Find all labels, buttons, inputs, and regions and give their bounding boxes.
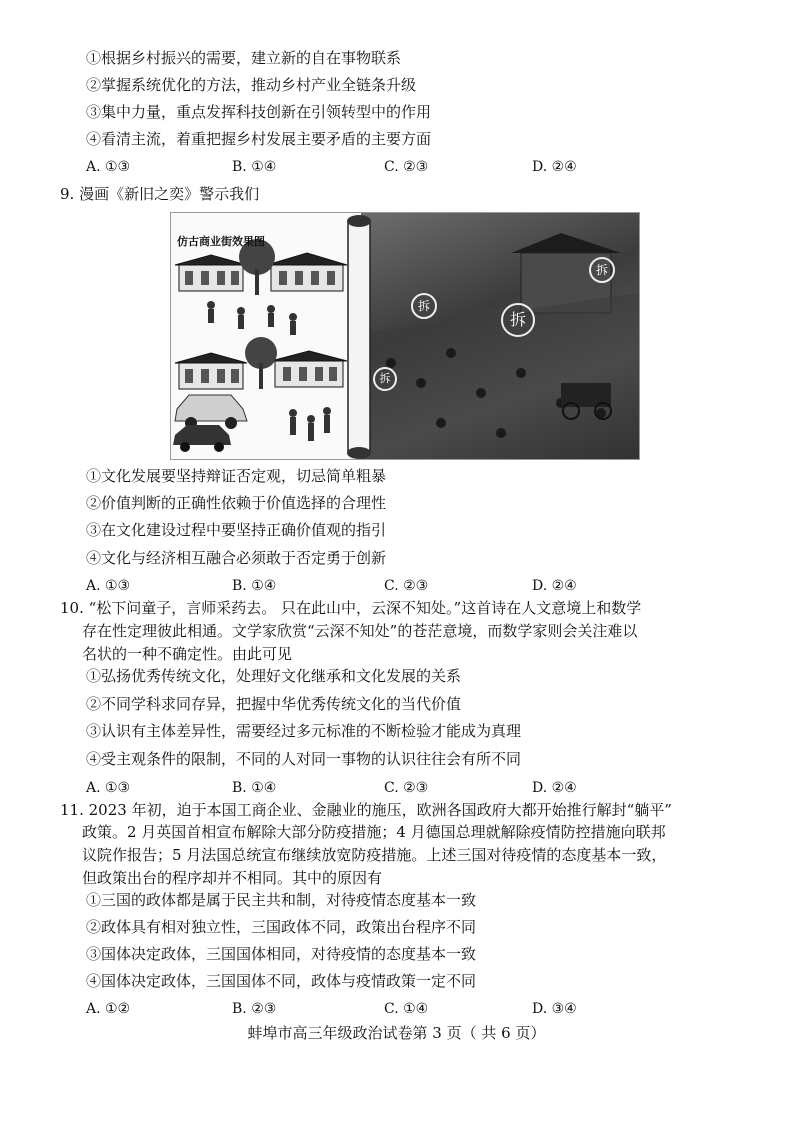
q9-option-4: ④文化与经济相互融合必须敢于否定勇于创新 <box>86 549 387 567</box>
old-painting-drawing <box>361 213 639 459</box>
q10-choice-c: C. ②③ <box>384 780 429 796</box>
q10-option-3: ③认识有主体差异性，需要经过多元标准的不断检验才能成为真理 <box>86 722 522 740</box>
q11-option-1: ①三国的政体都是属于民主共和制，对待疫情态度基本一致 <box>86 891 477 909</box>
q9-cartoon <box>170 212 640 460</box>
q8-choice-c: C. ②③ <box>384 159 429 175</box>
q8-choice-a: A. ①③ <box>86 159 131 175</box>
q11-option-2: ②政体具有相对独立性，三国政体不同，政策出台程序不同 <box>86 918 477 936</box>
q8-option-4: ④看清主流，着重把握乡村发展主要矛盾的主要方面 <box>86 130 432 148</box>
q9-choice-d: D. ②④ <box>532 578 577 594</box>
demolish-sign-3: 拆 <box>501 303 535 337</box>
q8-choice-d: D. ②④ <box>532 159 577 175</box>
q11-stem-line-3: 议院作报告；5 月法国总统宣布继续放宽防疫措施。上述三国对待疫情的态度基本一致， <box>82 846 667 864</box>
q11-stem-line-1: 11. 2023 年初，迫于本国工商企业、金融业的施压，欧洲各国政府大都开始推行解封“躺平” <box>60 801 672 819</box>
q10-stem-line-3: 名状的一种不确定性。由此可见 <box>82 645 293 663</box>
q10-stem-line-1: 10. “松下问童子，言师采药去。 只在此山中，云深不知处。”这首诗在人文意境上和数学 <box>60 599 642 617</box>
q10-option-1: ①弘扬优秀传统文化，处理好文化继承和文化发展的关系 <box>86 667 462 685</box>
demolish-sign-4: 拆 <box>373 367 397 391</box>
q9-choice-c: C. ②③ <box>384 578 429 594</box>
demolish-sign-1: 拆 <box>589 257 615 283</box>
q9-stem: 9. 漫画《新旧之奕》警示我们 <box>60 185 260 203</box>
q8-option-3: ③集中力量，重点发挥科技创新在引领转型中的作用 <box>86 103 432 121</box>
q11-choice-c: C. ①④ <box>384 1001 429 1017</box>
q9-option-3: ③在文化建设过程中要坚持正确价值观的指引 <box>86 521 387 539</box>
q10-option-4: ④受主观条件的限制，不同的人对同一事物的认识往往会有所不同 <box>86 750 522 768</box>
q10-choice-b: B. ①④ <box>232 780 277 796</box>
q11-option-3: ③国体决定政体，三国国体相同，对待疫情的态度基本一致 <box>86 945 477 963</box>
new-street-drawing <box>171 213 361 459</box>
cartoon-scroll <box>342 212 376 460</box>
q11-choice-a: A. ①② <box>86 1001 131 1017</box>
q9-option-1: ①文化发展要坚持辩证否定观，切忌简单粗暴 <box>86 467 387 485</box>
q9-option-2: ②价值判断的正确性依赖于价值选择的合理性 <box>86 494 387 512</box>
q11-option-4: ④国体决定政体，三国国体不同，政体与疫情政策一定不同 <box>86 972 477 990</box>
q10-choice-a: A. ①③ <box>86 780 131 796</box>
q11-choice-b: B. ②③ <box>232 1001 277 1017</box>
q11-stem-line-2: 政策。2 月英国首相宣布解除大部分防疫措施；4 月德国总理就解除疫情防控措施向联邦 <box>82 823 666 841</box>
q11-choice-d: D. ③④ <box>532 1001 577 1017</box>
q9-choice-b: B. ①④ <box>232 578 277 594</box>
q8-choice-b: B. ①④ <box>232 159 277 175</box>
cartoon-old-painting <box>361 213 639 459</box>
cartoon-caption: 仿古商业街效果图 <box>177 235 265 248</box>
q10-option-2: ②不同学科求同存异，把握中华优秀传统文化的当代价值 <box>86 695 462 713</box>
q10-choice-d: D. ②④ <box>532 780 577 796</box>
q11-stem-line-4: 但政策出台的程序却并不相同。其中的原因有 <box>82 869 383 887</box>
cartoon-new-street <box>171 213 361 459</box>
page-footer: 蚌埠市高三年级政治试卷第 3 页（ 共 6 页） <box>247 1024 546 1042</box>
q8-option-1: ①根据乡村振兴的需要，建立新的自在事物联系 <box>86 49 402 67</box>
q9-choice-a: A. ①③ <box>86 578 131 594</box>
demolish-sign-2: 拆 <box>411 293 437 319</box>
q10-stem-line-2: 存在性定理彼此相通。文学家欣赏“云深不知处”的苍茫意境，而数学家则会关注难以 <box>82 622 638 640</box>
q8-option-2: ②掌握系统优化的方法，推动乡村产业全链条升级 <box>86 76 417 94</box>
